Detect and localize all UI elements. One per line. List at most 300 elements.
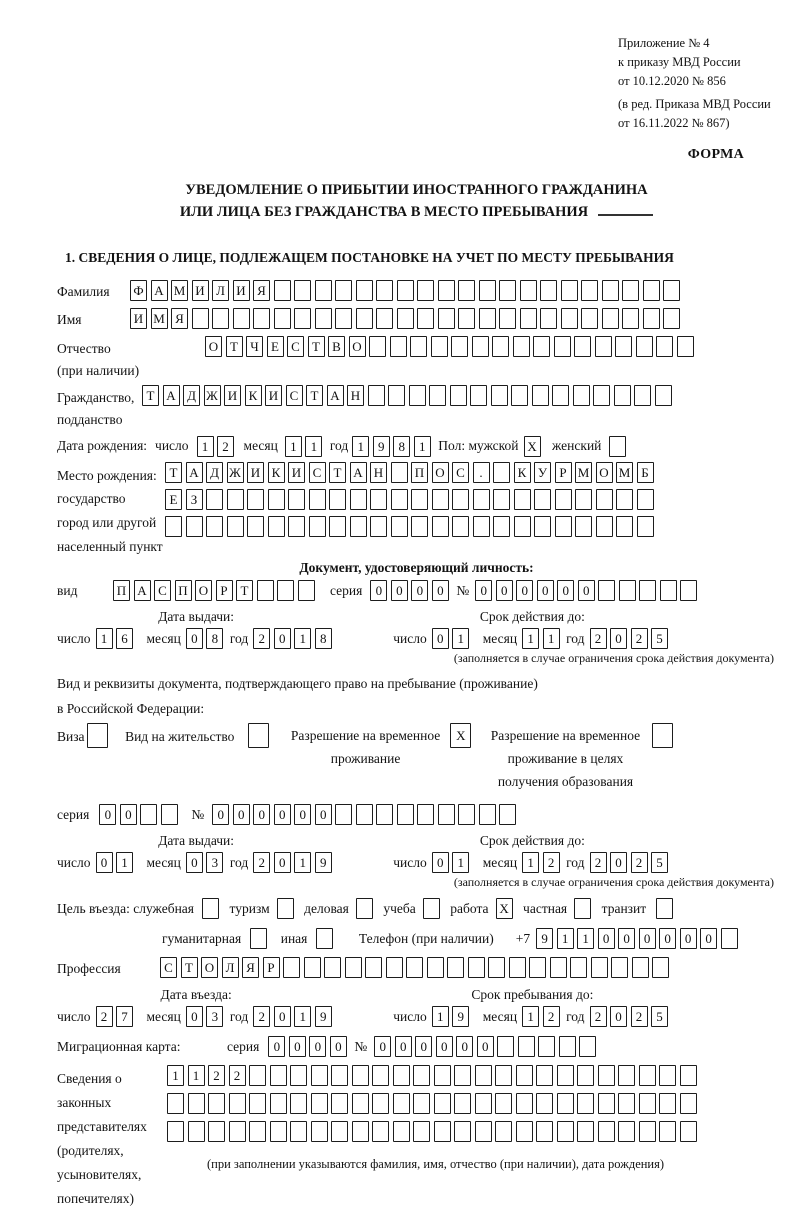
char-cell[interactable]: И [288,462,305,483]
char-cell[interactable] [247,489,264,510]
char-cell[interactable] [365,957,382,978]
char-cell[interactable] [511,385,528,406]
char-cell[interactable] [680,1093,697,1114]
char-cell[interactable] [288,516,305,537]
char-cell[interactable] [270,1065,287,1086]
char-cell[interactable] [598,1093,615,1114]
char-cell[interactable] [368,385,385,406]
char-cell[interactable] [274,308,291,329]
char-cell[interactable]: 0 [274,852,291,873]
char-cell[interactable] [573,385,590,406]
char-cell[interactable]: Я [253,280,270,301]
char-cell[interactable]: М [575,462,592,483]
char-cell[interactable] [352,1093,369,1114]
char-cell[interactable] [493,462,510,483]
char-cell[interactable]: 2 [590,628,607,649]
char-cell[interactable]: М [616,462,633,483]
char-cell[interactable] [622,308,639,329]
char-cell[interactable]: 2 [253,628,270,649]
char-cell[interactable]: Ч [246,336,263,357]
char-cell[interactable]: 2 [590,1006,607,1027]
char-cell[interactable]: 0 [289,1036,306,1057]
char-cell[interactable]: Т [226,336,243,357]
purpose-official-checkbox[interactable] [202,898,223,919]
char-cell[interactable] [372,1121,389,1142]
char-cell[interactable] [429,385,446,406]
sex-male-checkbox[interactable] [524,436,545,457]
char-cell[interactable] [552,385,569,406]
char-cell[interactable]: 2 [631,852,648,873]
char-cell[interactable]: О [201,957,218,978]
char-cell[interactable] [454,1065,471,1086]
char-cell[interactable] [614,385,631,406]
char-cell[interactable]: 8 [315,628,332,649]
char-cell[interactable] [618,1093,635,1114]
char-cell[interactable] [309,489,326,510]
char-cell[interactable] [534,516,551,537]
char-cell[interactable] [391,516,408,537]
char-cell[interactable]: 0 [537,580,554,601]
char-cell[interactable] [277,580,294,601]
char-cell[interactable]: 0 [477,1036,494,1057]
char-cell[interactable] [229,1093,246,1114]
char-cell[interactable] [432,516,449,537]
char-cell[interactable] [356,898,373,919]
char-cell[interactable] [438,280,455,301]
char-cell[interactable] [663,280,680,301]
char-cell[interactable] [540,280,557,301]
char-cell[interactable] [388,385,405,406]
char-cell[interactable]: П [113,580,130,601]
char-cell[interactable] [575,516,592,537]
char-cell[interactable] [499,308,516,329]
char-cell[interactable] [611,957,628,978]
temp-residence-checkbox[interactable] [450,723,475,748]
char-cell[interactable] [514,516,531,537]
char-cell[interactable] [434,1093,451,1114]
char-cell[interactable]: 9 [315,1006,332,1027]
char-cell[interactable] [639,1121,656,1142]
char-cell[interactable] [290,1121,307,1142]
char-cell[interactable]: О [205,336,222,357]
char-cell[interactable] [434,1065,451,1086]
char-cell[interactable]: 1 [294,852,311,873]
char-cell[interactable]: И [247,462,264,483]
representatives-input-row3[interactable] [167,1121,700,1142]
char-cell[interactable] [479,280,496,301]
char-cell[interactable] [659,1093,676,1114]
char-cell[interactable] [596,489,613,510]
char-cell[interactable]: 2 [631,628,648,649]
char-cell[interactable] [372,1093,389,1114]
stay-month-input[interactable] [522,1006,563,1027]
char-cell[interactable] [447,957,464,978]
char-cell[interactable]: С [286,385,303,406]
purpose-other-checkbox[interactable] [316,928,337,949]
char-cell[interactable] [208,1093,225,1114]
char-cell[interactable] [577,1065,594,1086]
char-cell[interactable]: 2 [96,1006,113,1027]
entry-month-input[interactable] [186,1006,227,1027]
char-cell[interactable] [393,1121,410,1142]
char-cell[interactable] [513,336,530,357]
char-cell[interactable] [331,1093,348,1114]
char-cell[interactable] [376,280,393,301]
char-cell[interactable]: А [134,580,151,601]
id-expiry-year-input[interactable] [590,628,672,649]
char-cell[interactable] [495,1121,512,1142]
char-cell[interactable] [277,898,294,919]
char-cell[interactable]: С [452,462,469,483]
char-cell[interactable]: 0 [274,804,291,825]
char-cell[interactable]: М [151,308,168,329]
char-cell[interactable] [167,1093,184,1114]
char-cell[interactable] [454,1093,471,1114]
char-cell[interactable] [140,804,157,825]
char-cell[interactable] [652,957,669,978]
char-cell[interactable] [581,280,598,301]
char-cell[interactable]: 0 [610,1006,627,1027]
char-cell[interactable]: Л [212,280,229,301]
char-cell[interactable] [622,280,639,301]
char-cell[interactable] [540,308,557,329]
char-cell[interactable] [518,1036,535,1057]
char-cell[interactable] [574,898,591,919]
purpose-private-checkbox[interactable] [574,898,595,919]
char-cell[interactable]: И [192,280,209,301]
char-cell[interactable]: Д [183,385,200,406]
char-cell[interactable]: В [328,336,345,357]
profession-input[interactable] [160,957,673,978]
char-cell[interactable] [516,1121,533,1142]
char-cell[interactable] [290,1093,307,1114]
char-cell[interactable] [417,308,434,329]
patronymic-input[interactable] [205,336,697,357]
char-cell[interactable] [550,957,567,978]
char-cell[interactable]: 0 [212,804,229,825]
char-cell[interactable] [570,957,587,978]
char-cell[interactable]: 0 [274,628,291,649]
char-cell[interactable] [390,336,407,357]
char-cell[interactable] [663,308,680,329]
char-cell[interactable] [598,580,615,601]
char-cell[interactable] [250,928,267,949]
char-cell[interactable] [479,308,496,329]
char-cell[interactable]: 1 [167,1065,184,1086]
char-cell[interactable]: 0 [700,928,717,949]
char-cell[interactable]: 3 [206,1006,223,1027]
char-cell[interactable] [369,336,386,357]
char-cell[interactable] [268,516,285,537]
char-cell[interactable] [391,489,408,510]
char-cell[interactable] [680,580,697,601]
char-cell[interactable]: 2 [590,852,607,873]
char-cell[interactable] [536,1065,553,1086]
char-cell[interactable]: П [175,580,192,601]
char-cell[interactable]: 0 [374,1036,391,1057]
phone-input[interactable] [536,928,741,949]
char-cell[interactable] [229,1121,246,1142]
char-cell[interactable]: 0 [370,580,387,601]
char-cell[interactable] [655,385,672,406]
purpose-work-checkbox[interactable] [496,898,517,919]
birth-place-input-row3[interactable] [165,516,657,537]
char-cell[interactable] [652,723,673,748]
char-cell[interactable]: 2 [253,852,270,873]
entry-year-input[interactable] [253,1006,335,1027]
char-cell[interactable]: 2 [253,1006,270,1027]
char-cell[interactable] [417,804,434,825]
char-cell[interactable] [87,723,108,748]
char-cell[interactable] [509,957,526,978]
char-cell[interactable]: 1 [305,436,322,457]
char-cell[interactable]: Н [370,462,387,483]
char-cell[interactable]: 0 [233,804,250,825]
purpose-business-checkbox[interactable] [356,898,377,919]
char-cell[interactable] [536,1121,553,1142]
char-cell[interactable] [574,336,591,357]
char-cell[interactable] [311,1065,328,1086]
char-cell[interactable] [294,308,311,329]
char-cell[interactable]: 9 [452,1006,469,1027]
birth-day-input[interactable] [197,436,238,457]
char-cell[interactable]: 6 [116,628,133,649]
char-cell[interactable] [186,516,203,537]
char-cell[interactable] [557,1065,574,1086]
char-cell[interactable]: С [309,462,326,483]
char-cell[interactable] [249,1093,266,1114]
birth-year-input[interactable] [352,436,434,457]
char-cell[interactable] [311,1121,328,1142]
char-cell[interactable] [559,1036,576,1057]
id-number-input[interactable] [475,580,701,601]
char-cell[interactable]: О [195,580,212,601]
char-cell[interactable] [161,804,178,825]
char-cell[interactable] [391,462,408,483]
char-cell[interactable]: 0 [120,804,137,825]
char-cell[interactable] [596,516,613,537]
char-cell[interactable] [632,957,649,978]
char-cell[interactable] [397,308,414,329]
char-cell[interactable]: 0 [680,928,697,949]
char-cell[interactable]: 0 [598,928,615,949]
char-cell[interactable] [247,516,264,537]
char-cell[interactable]: Д [206,462,223,483]
char-cell[interactable] [452,516,469,537]
permit-issue-year-input[interactable] [253,852,335,873]
permit-issue-month-input[interactable] [186,852,227,873]
char-cell[interactable] [660,580,677,601]
char-cell[interactable] [290,1065,307,1086]
char-cell[interactable]: 0 [610,852,627,873]
char-cell[interactable] [475,1121,492,1142]
char-cell[interactable]: 2 [229,1065,246,1086]
char-cell[interactable] [602,308,619,329]
char-cell[interactable]: 0 [99,804,116,825]
char-cell[interactable] [492,336,509,357]
char-cell[interactable] [472,336,489,357]
migration-series-input[interactable] [268,1036,350,1057]
temp-residence-edu-checkbox[interactable] [652,723,677,748]
char-cell[interactable] [206,489,223,510]
char-cell[interactable] [561,308,578,329]
char-cell[interactable] [516,1093,533,1114]
char-cell[interactable] [376,804,393,825]
char-cell[interactable] [639,1093,656,1114]
char-cell[interactable]: К [514,462,531,483]
char-cell[interactable] [432,489,449,510]
char-cell[interactable] [475,1065,492,1086]
char-cell[interactable] [427,957,444,978]
char-cell[interactable] [324,957,341,978]
char-cell[interactable]: X [524,436,541,457]
representatives-input-row2[interactable] [167,1093,700,1114]
char-cell[interactable] [257,580,274,601]
char-cell[interactable] [677,336,694,357]
char-cell[interactable]: Р [216,580,233,601]
char-cell[interactable]: 1 [452,852,469,873]
char-cell[interactable]: 0 [268,1036,285,1057]
char-cell[interactable]: 2 [631,1006,648,1027]
char-cell[interactable] [411,516,428,537]
char-cell[interactable] [208,1121,225,1142]
char-cell[interactable] [409,385,426,406]
char-cell[interactable]: Т [181,957,198,978]
char-cell[interactable]: 3 [206,852,223,873]
char-cell[interactable]: Т [165,462,182,483]
char-cell[interactable]: У [534,462,551,483]
char-cell[interactable] [372,1065,389,1086]
char-cell[interactable] [329,489,346,510]
char-cell[interactable]: 0 [330,1036,347,1057]
char-cell[interactable]: 0 [475,580,492,601]
char-cell[interactable] [615,336,632,357]
char-cell[interactable] [536,1093,553,1114]
char-cell[interactable] [298,580,315,601]
char-cell[interactable]: 0 [186,628,203,649]
char-cell[interactable] [370,489,387,510]
id-series-input[interactable] [370,580,452,601]
char-cell[interactable]: А [186,462,203,483]
char-cell[interactable]: 0 [415,1036,432,1057]
char-cell[interactable]: Н [347,385,364,406]
id-issue-year-input[interactable] [253,628,335,649]
char-cell[interactable]: 0 [659,928,676,949]
birth-month-input[interactable] [285,436,326,457]
char-cell[interactable] [283,957,300,978]
char-cell[interactable] [331,1065,348,1086]
char-cell[interactable]: 0 [432,580,449,601]
purpose-tourism-checkbox[interactable] [277,898,298,919]
char-cell[interactable]: 1 [116,852,133,873]
char-cell[interactable] [386,957,403,978]
char-cell[interactable]: Ж [204,385,221,406]
char-cell[interactable]: Я [171,308,188,329]
char-cell[interactable] [192,308,209,329]
char-cell[interactable]: 1 [188,1065,205,1086]
permit-series-input[interactable] [99,804,181,825]
char-cell[interactable] [534,489,551,510]
char-cell[interactable]: 1 [452,628,469,649]
char-cell[interactable] [188,1121,205,1142]
char-cell[interactable] [520,280,537,301]
char-cell[interactable]: С [154,580,171,601]
char-cell[interactable] [406,957,423,978]
char-cell[interactable] [350,516,367,537]
char-cell[interactable] [598,1121,615,1142]
char-cell[interactable]: 1 [294,1006,311,1027]
char-cell[interactable] [356,280,373,301]
char-cell[interactable] [206,516,223,537]
char-cell[interactable] [595,336,612,357]
char-cell[interactable] [212,308,229,329]
char-cell[interactable] [659,1065,676,1086]
char-cell[interactable] [499,280,516,301]
char-cell[interactable] [581,308,598,329]
char-cell[interactable]: 0 [610,628,627,649]
char-cell[interactable]: 8 [393,436,410,457]
char-cell[interactable] [370,516,387,537]
char-cell[interactable] [575,489,592,510]
char-cell[interactable] [376,308,393,329]
purpose-study-checkbox[interactable] [423,898,444,919]
char-cell[interactable] [656,336,673,357]
char-cell[interactable] [721,928,738,949]
char-cell[interactable]: 0 [618,928,635,949]
char-cell[interactable] [598,1065,615,1086]
char-cell[interactable] [643,308,660,329]
char-cell[interactable] [411,489,428,510]
char-cell[interactable] [315,280,332,301]
char-cell[interactable] [637,489,654,510]
char-cell[interactable]: X [496,898,513,919]
char-cell[interactable]: И [130,308,147,329]
stay-day-input[interactable] [432,1006,473,1027]
char-cell[interactable] [431,336,448,357]
char-cell[interactable] [393,1065,410,1086]
char-cell[interactable]: И [233,280,250,301]
char-cell[interactable]: К [268,462,285,483]
char-cell[interactable]: Ж [227,462,244,483]
char-cell[interactable] [397,804,414,825]
char-cell[interactable] [345,957,362,978]
char-cell[interactable] [473,516,490,537]
char-cell[interactable]: А [350,462,367,483]
char-cell[interactable]: 1 [432,1006,449,1027]
char-cell[interactable] [329,516,346,537]
char-cell[interactable]: 0 [395,1036,412,1057]
char-cell[interactable] [470,385,487,406]
char-cell[interactable]: 0 [432,628,449,649]
char-cell[interactable] [450,385,467,406]
char-cell[interactable]: О [596,462,613,483]
char-cell[interactable] [497,1036,514,1057]
char-cell[interactable]: А [163,385,180,406]
char-cell[interactable]: 2 [543,1006,560,1027]
char-cell[interactable]: А [151,280,168,301]
char-cell[interactable] [680,1065,697,1086]
char-cell[interactable] [602,280,619,301]
char-cell[interactable]: О [349,336,366,357]
char-cell[interactable] [473,489,490,510]
char-cell[interactable] [167,1121,184,1142]
permit-issue-day-input[interactable] [96,852,137,873]
char-cell[interactable]: 9 [536,928,553,949]
char-cell[interactable] [352,1121,369,1142]
char-cell[interactable] [538,1036,555,1057]
char-cell[interactable] [533,336,550,357]
birth-place-input-row1[interactable] [165,462,657,483]
